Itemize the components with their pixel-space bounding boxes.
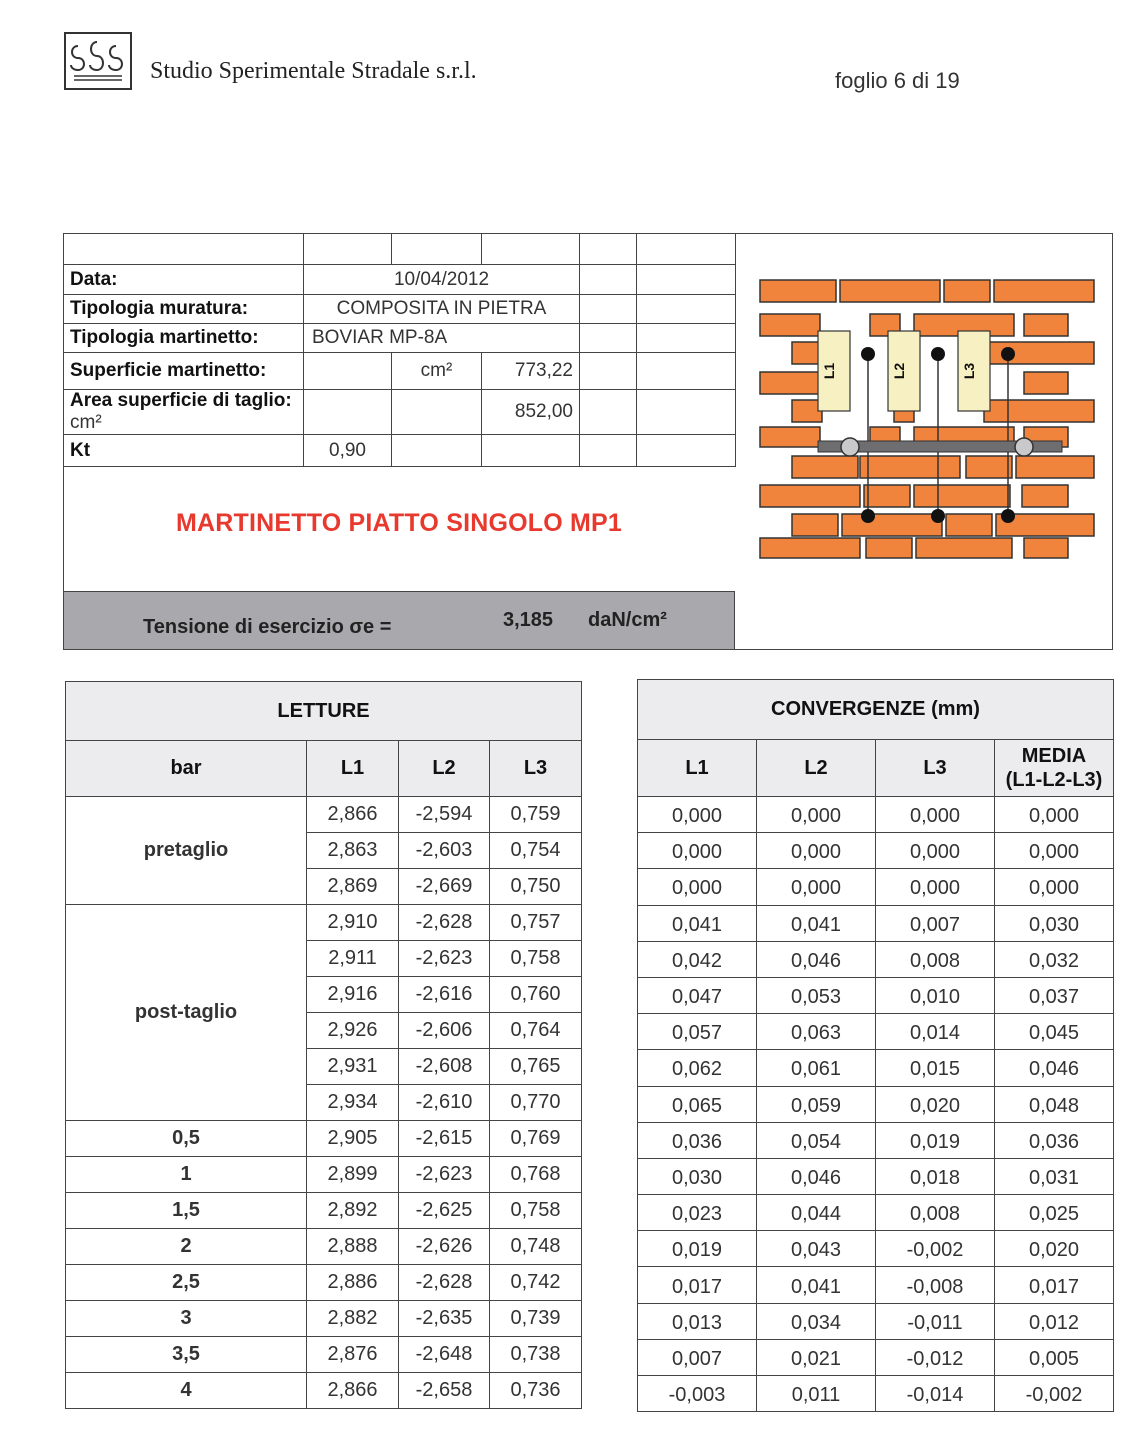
company-name: Studio Sperimentale Stradale s.r.l. (150, 58, 477, 84)
convergenza-media: 0,000 (995, 869, 1114, 905)
svg-text:L2: L2 (891, 362, 907, 380)
letture-col-l1: L1 (307, 741, 399, 797)
convergenza-l3: -0,014 (876, 1376, 995, 1412)
info-empty-cell (580, 295, 637, 324)
convergenza-l2: 0,041 (757, 905, 876, 941)
convergenza-l1: 0,042 (638, 941, 757, 977)
conv-col-l3: L3 (876, 740, 995, 797)
convergenza-l1: 0,023 (638, 1195, 757, 1231)
info-empty-cell (580, 265, 637, 295)
convergenza-l2: 0,044 (757, 1195, 876, 1231)
bar-value: 3 (66, 1301, 307, 1337)
table-row (638, 833, 1114, 869)
convergenza-l1: 0,062 (638, 1050, 757, 1086)
tensione-unit: daN/cm² (588, 609, 667, 631)
convergenza-media: 0,012 (995, 1303, 1114, 1339)
table-row (66, 905, 582, 941)
test-title: MARTINETTO PIATTO SINGOLO MP1 (175, 509, 623, 537)
info-empty-cell (637, 265, 736, 295)
convergenza-l1: 0,017 (638, 1267, 757, 1303)
info-empty-cell (580, 353, 637, 390)
lettura-l1: 2,916 (307, 977, 399, 1013)
lettura-l3: 0,738 (490, 1337, 582, 1373)
convergenza-media: 0,036 (995, 1122, 1114, 1158)
lettura-l1: 2,882 (307, 1301, 399, 1337)
info-empty-cell (637, 353, 736, 390)
convergenza-l3: -0,002 (876, 1231, 995, 1267)
lettura-l2: -2,623 (399, 1157, 490, 1193)
convergenza-l2: 0,061 (757, 1050, 876, 1086)
convergenza-l2: 0,054 (757, 1122, 876, 1158)
convergenza-l3: 0,020 (876, 1086, 995, 1122)
gauge-l3 (958, 331, 990, 411)
kt-label: Kt (64, 435, 304, 467)
tensione-value: 3,185 (503, 609, 554, 631)
convergenza-l3: 0,018 (876, 1158, 995, 1194)
lettura-l1: 2,931 (307, 1049, 399, 1085)
info-empty-cell (304, 234, 392, 265)
letture-table (65, 681, 582, 1409)
conv-col-media (995, 740, 1114, 797)
lettura-l3: 0,757 (490, 905, 582, 941)
tipologia-martinetto-value: BOVIAR MP-8A (304, 324, 580, 353)
lettura-l2: -2,635 (399, 1301, 490, 1337)
table-row (66, 797, 582, 833)
table-row (66, 1301, 582, 1337)
jack-diagram (736, 234, 1113, 564)
lettura-l2: -2,606 (399, 1013, 490, 1049)
bar-value: 2,5 (66, 1265, 307, 1301)
convergenza-media: 0,025 (995, 1195, 1114, 1231)
info-empty-cell (64, 234, 304, 265)
table-row (66, 1121, 582, 1157)
convergenza-media: 0,045 (995, 1014, 1114, 1050)
info-empty-cell (580, 390, 637, 435)
lettura-l3: 0,750 (490, 869, 582, 905)
lettura-l2: -2,626 (399, 1229, 490, 1265)
table-row (66, 1337, 582, 1373)
conv-media-line1: MEDIA (1021, 745, 1087, 767)
lettura-l1: 2,866 (307, 1373, 399, 1409)
lettura-l2: -2,608 (399, 1049, 490, 1085)
table-row (66, 1157, 582, 1193)
lettura-l1: 2,869 (307, 869, 399, 905)
convergenza-media: 0,046 (995, 1050, 1114, 1086)
convergenza-l1: 0,041 (638, 905, 757, 941)
bar-value: 3,5 (66, 1337, 307, 1373)
info-empty-cell (392, 435, 482, 467)
table-row (638, 977, 1114, 1013)
lettura-l1: 2,911 (307, 941, 399, 977)
table-row (638, 1086, 1114, 1122)
lettura-l1: 2,886 (307, 1265, 399, 1301)
convergenza-l1: 0,013 (638, 1303, 757, 1339)
convergenza-media: 0,030 (995, 905, 1114, 941)
table-row (638, 1158, 1114, 1194)
lettura-l1: 2,926 (307, 1013, 399, 1049)
convergenza-l1: 0,000 (638, 797, 757, 833)
lettura-l2: -2,628 (399, 905, 490, 941)
convergenze-title: CONVERGENZE (mm) (638, 680, 1114, 740)
convergenza-media: 0,032 (995, 941, 1114, 977)
info-empty-cell (482, 435, 580, 467)
convergenza-l2: 0,043 (757, 1231, 876, 1267)
convergenza-l3: 0,015 (876, 1050, 995, 1086)
lettura-l2: -2,594 (399, 797, 490, 833)
gauge-l1 (818, 331, 850, 411)
convergenza-l1: 0,007 (638, 1339, 757, 1375)
lettura-l1: 2,863 (307, 833, 399, 869)
convergenza-l2: 0,000 (757, 869, 876, 905)
convergenza-l1: -0,003 (638, 1376, 757, 1412)
lettura-l1: 2,866 (307, 797, 399, 833)
lettura-l2: -2,625 (399, 1193, 490, 1229)
info-table (63, 233, 736, 467)
info-empty-cell (304, 390, 392, 435)
table-row (638, 797, 1114, 833)
letture-title: LETTURE (66, 682, 582, 741)
convergenza-media: 0,020 (995, 1231, 1114, 1267)
table-row (638, 905, 1114, 941)
bar-value: 0,5 (66, 1121, 307, 1157)
info-empty-cell (637, 234, 736, 265)
lettura-l1: 2,876 (307, 1337, 399, 1373)
convergenza-l2: 0,059 (757, 1086, 876, 1122)
svg-text:L3: L3 (961, 362, 977, 380)
lettura-l3: 0,768 (490, 1157, 582, 1193)
convergenza-l2: 0,063 (757, 1014, 876, 1050)
area-unit: cm² (70, 412, 102, 433)
convergenza-l3: 0,008 (876, 1195, 995, 1231)
lettura-l3: 0,742 (490, 1265, 582, 1301)
lettura-l3: 0,764 (490, 1013, 582, 1049)
bar-value: 1 (66, 1157, 307, 1193)
company-logo (64, 32, 132, 90)
table-row (638, 1339, 1114, 1375)
convergenza-l2: 0,046 (757, 941, 876, 977)
kt-value: 0,90 (304, 435, 392, 467)
table-row (638, 1303, 1114, 1339)
bar-value: 2 (66, 1229, 307, 1265)
lettura-l2: -2,616 (399, 977, 490, 1013)
lettura-l2: -2,648 (399, 1337, 490, 1373)
letture-col-l3: L3 (490, 741, 582, 797)
table-row (638, 1231, 1114, 1267)
superficie-unit: cm² (392, 353, 482, 390)
convergenza-media: -0,002 (995, 1376, 1114, 1412)
convergenza-media: 0,005 (995, 1339, 1114, 1375)
convergenza-l1: 0,047 (638, 977, 757, 1013)
convergenza-l1: 0,019 (638, 1231, 757, 1267)
lettura-l2: -2,628 (399, 1265, 490, 1301)
convergenza-media: 0,037 (995, 977, 1114, 1013)
convergenza-media: 0,000 (995, 797, 1114, 833)
letture-col-bar: bar (66, 741, 307, 797)
info-empty-cell (637, 390, 736, 435)
conv-col-l1: L1 (638, 740, 757, 797)
svg-text:L1: L1 (821, 362, 837, 380)
table-row (638, 941, 1114, 977)
convergenza-l1: 0,000 (638, 833, 757, 869)
convergenza-l3: 0,014 (876, 1014, 995, 1050)
conv-col-l2: L2 (757, 740, 876, 797)
tensione-label: Tensione di esercizio σe = (143, 616, 392, 638)
convergenze-body (638, 797, 1114, 1412)
info-empty-cell (580, 234, 637, 265)
table-row (638, 869, 1114, 905)
lettura-l2: -2,615 (399, 1121, 490, 1157)
convergenza-l3: 0,019 (876, 1122, 995, 1158)
lettura-l2: -2,623 (399, 941, 490, 977)
lettura-l3: 0,758 (490, 1193, 582, 1229)
jack-fitting-right (1015, 438, 1033, 456)
table-row (638, 1376, 1114, 1412)
table-row (66, 1373, 582, 1409)
convergenza-l2: 0,053 (757, 977, 876, 1013)
convergenza-l3: 0,000 (876, 833, 995, 869)
convergenza-l3: 0,008 (876, 941, 995, 977)
convergenza-media: 0,017 (995, 1267, 1114, 1303)
lettura-l3: 0,748 (490, 1229, 582, 1265)
info-empty-cell (304, 353, 392, 390)
area-label (64, 390, 304, 435)
bar-value: 4 (66, 1373, 307, 1409)
convergenza-l3: 0,000 (876, 797, 995, 833)
sheet-number: foglio 6 di 19 (835, 68, 960, 93)
lettura-l2: -2,610 (399, 1085, 490, 1121)
convergenza-l1: 0,030 (638, 1158, 757, 1194)
convergenza-l1: 0,065 (638, 1086, 757, 1122)
area-label-text: Area superficie di taglio: (70, 390, 292, 411)
table-row (638, 1195, 1114, 1231)
lettura-l3: 0,769 (490, 1121, 582, 1157)
superficie-label: Superficie martinetto: (64, 353, 304, 390)
table-row (638, 1050, 1114, 1086)
lettura-l3: 0,765 (490, 1049, 582, 1085)
group-pretaglio: pretaglio (66, 797, 307, 905)
lettura-l3: 0,754 (490, 833, 582, 869)
gauge-l2 (888, 331, 920, 411)
convergenza-l3: 0,007 (876, 905, 995, 941)
lettura-l2: -2,658 (399, 1373, 490, 1409)
jack-fitting-left (841, 438, 859, 456)
convergenza-l1: 0,000 (638, 869, 757, 905)
info-empty-cell (637, 295, 736, 324)
tipologia-muratura-value: COMPOSITA IN PIETRA (304, 295, 580, 324)
table-row (66, 1265, 582, 1301)
data-label: Data: (64, 265, 304, 295)
info-empty-cell (392, 390, 482, 435)
convergenza-l2: 0,034 (757, 1303, 876, 1339)
convergenza-l2: 0,046 (757, 1158, 876, 1194)
info-empty-cell (392, 234, 482, 265)
convergenza-l1: 0,036 (638, 1122, 757, 1158)
convergenza-l1: 0,057 (638, 1014, 757, 1050)
convergenza-media: 0,000 (995, 833, 1114, 869)
table-row (638, 1014, 1114, 1050)
lettura-l3: 0,758 (490, 941, 582, 977)
convergenza-l3: 0,000 (876, 869, 995, 905)
info-empty-cell (637, 324, 736, 353)
lettura-l3: 0,760 (490, 977, 582, 1013)
lettura-l1: 2,910 (307, 905, 399, 941)
convergenza-l3: -0,008 (876, 1267, 995, 1303)
group-post-taglio: post-taglio (66, 905, 307, 1121)
letture-col-l2: L2 (399, 741, 490, 797)
convergenza-l3: -0,012 (876, 1339, 995, 1375)
brick-rows (760, 280, 1094, 558)
superficie-value: 773,22 (482, 353, 580, 390)
lettura-l1: 2,888 (307, 1229, 399, 1265)
convergenza-l3: -0,011 (876, 1303, 995, 1339)
lettura-l3: 0,770 (490, 1085, 582, 1121)
info-empty-cell (580, 435, 637, 467)
convergenze-table (637, 679, 1114, 1412)
table-row (66, 1229, 582, 1265)
bar-value: 1,5 (66, 1193, 307, 1229)
convergenza-media: 0,031 (995, 1158, 1114, 1194)
info-empty-cell (637, 435, 736, 467)
lettura-l2: -2,669 (399, 869, 490, 905)
lettura-l1: 2,899 (307, 1157, 399, 1193)
lettura-l1: 2,905 (307, 1121, 399, 1157)
table-row (66, 1193, 582, 1229)
data-value: 10/04/2012 (304, 265, 580, 295)
lettura-l1: 2,892 (307, 1193, 399, 1229)
tipologia-muratura-label: Tipologia muratura: (64, 295, 304, 324)
convergenza-media: 0,048 (995, 1086, 1114, 1122)
lettura-l3: 0,736 (490, 1373, 582, 1409)
area-value: 852,00 (482, 390, 580, 435)
info-empty-cell (482, 234, 580, 265)
tipologia-martinetto-label: Tipologia martinetto: (64, 324, 304, 353)
letture-body (66, 797, 582, 1409)
conv-media-line2: (L1-L2-L3) (1005, 769, 1103, 791)
convergenza-l2: 0,000 (757, 833, 876, 869)
lettura-l2: -2,603 (399, 833, 490, 869)
lettura-l1: 2,934 (307, 1085, 399, 1121)
convergenza-l2: 0,041 (757, 1267, 876, 1303)
convergenza-l3: 0,010 (876, 977, 995, 1013)
convergenza-l2: 0,021 (757, 1339, 876, 1375)
convergenza-l2: 0,000 (757, 797, 876, 833)
table-row (638, 1267, 1114, 1303)
lettura-l3: 0,759 (490, 797, 582, 833)
info-empty-cell (580, 324, 637, 353)
convergenza-l2: 0,011 (757, 1376, 876, 1412)
lettura-l3: 0,739 (490, 1301, 582, 1337)
table-row (638, 1122, 1114, 1158)
